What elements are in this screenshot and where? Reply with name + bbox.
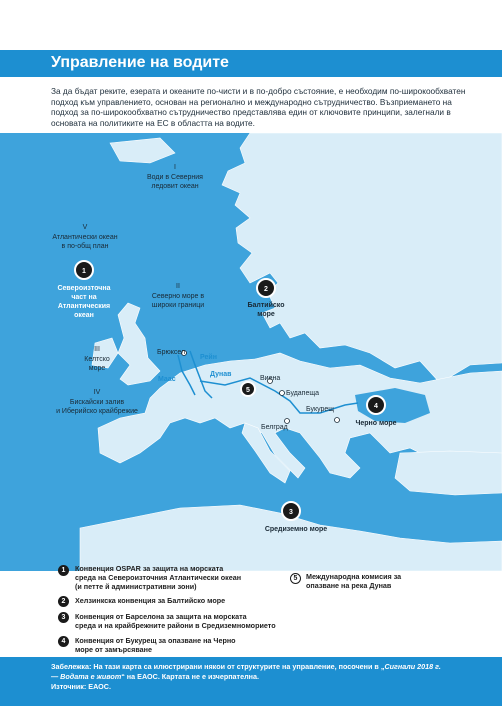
region-label: море bbox=[88, 365, 106, 372]
marker-label: част на bbox=[71, 294, 97, 301]
footer bbox=[0, 657, 502, 706]
city-dot bbox=[285, 419, 290, 424]
legend-text: среда на Североизточния Атлантически океан bbox=[75, 573, 242, 582]
region-roman: V bbox=[82, 224, 88, 231]
footer-source: Източник: ЕАОС. bbox=[51, 682, 111, 691]
marker-number: 2 bbox=[264, 286, 268, 293]
legend-number: 2 bbox=[58, 596, 69, 607]
legend-item-helsinki bbox=[75, 596, 295, 605]
river-label: Рейн bbox=[200, 354, 217, 361]
legend-number: 3 bbox=[58, 612, 69, 623]
legend-item-barcelona bbox=[75, 612, 315, 630]
marker-label: Балтийско bbox=[247, 302, 285, 309]
page-title: Управление на водите bbox=[51, 54, 229, 71]
river-label: Маас bbox=[158, 376, 176, 383]
legend-item-danube bbox=[306, 572, 466, 590]
region-label: и Иберийско крайбрежие bbox=[56, 408, 138, 415]
legend-text: опазване на река Дунав bbox=[306, 581, 392, 590]
region-label: Атлантически океан bbox=[52, 234, 118, 241]
marker-label: Атлантическия bbox=[57, 303, 111, 310]
region-roman: I bbox=[174, 164, 176, 171]
city-dot bbox=[280, 391, 285, 396]
region-label: широки граници bbox=[151, 302, 205, 309]
legend-number: 1 bbox=[58, 565, 69, 576]
legend-item-bucharest bbox=[75, 636, 295, 654]
legend-text: (и петте й административни зони) bbox=[75, 582, 197, 591]
city-label: Виена bbox=[260, 375, 281, 382]
legend-text: Конвенция OSPAR за защита на морската bbox=[75, 564, 224, 573]
legend-text: Международна комисия за bbox=[306, 572, 402, 581]
legend-text: Конвенция от Барселона за защита на морската bbox=[75, 612, 247, 621]
footer-note-line2: — Водата е живот“ на ЕАОС. Картата не е изчерпателна. bbox=[51, 672, 259, 681]
marker-label: Черно море bbox=[355, 420, 397, 427]
intro-text: За да бъдат реките, езерата и океаните по-чисти и в по-добро състояние, е необходим по-широкообхватен подход към управлението, основан на регионално и международно сътрудничество. Възприемането на подход за по-широкообхватно сътрудничество представлява един от ключовите принципи, залегнали в основата на политиките на ЕС в областта на водите. bbox=[51, 86, 466, 128]
marker-number: 1 bbox=[82, 268, 86, 275]
region-roman: II bbox=[176, 283, 180, 290]
europe-map bbox=[0, 133, 502, 571]
region-label: ледовит океан bbox=[151, 183, 199, 190]
legend-number: 4 bbox=[58, 636, 69, 647]
legend-text: Конвенция от Букурещ за опазване на Черно bbox=[75, 636, 236, 645]
region-roman: IV bbox=[93, 389, 101, 396]
river-label: Дунав bbox=[210, 371, 232, 378]
region-label: Северно море в bbox=[151, 293, 205, 300]
region-label: в по-общ план bbox=[61, 243, 109, 250]
region-label: Келтско bbox=[84, 356, 110, 363]
legend-text: среда и на крайбрежните райони в Средиземноморието bbox=[75, 621, 276, 630]
city-label: Белград bbox=[261, 424, 288, 431]
title-bar bbox=[0, 50, 502, 77]
legend-text: Хелзинкска конвенция за Балтийско море bbox=[75, 596, 226, 605]
legend-item-ospar bbox=[75, 564, 295, 591]
legend-text: море от замърсяване bbox=[75, 645, 152, 654]
city-label: Букурещ bbox=[306, 406, 335, 413]
legend-number: 5 bbox=[290, 573, 301, 584]
marker-5 bbox=[241, 382, 255, 396]
footer-note-line1: Забележка: На тази карта са илюстрирани някои от структурите на управление, посочени в „Сигнали 2018 г. bbox=[51, 662, 441, 671]
marker-label: море bbox=[257, 311, 275, 318]
region-label: Бискайски залив bbox=[69, 399, 125, 406]
city-label: Будапеща bbox=[286, 390, 320, 397]
marker-label: Средиземно море bbox=[264, 526, 328, 533]
marker-label: Североизточна bbox=[57, 285, 111, 292]
marker-number: 4 bbox=[374, 403, 378, 410]
region-label: Води в Северния bbox=[147, 174, 203, 181]
region-roman: III bbox=[94, 346, 100, 353]
city-dot bbox=[335, 418, 340, 423]
city-label: Брюксел bbox=[157, 349, 186, 356]
marker-number: 3 bbox=[289, 509, 293, 516]
marker-label: океан bbox=[74, 312, 94, 319]
marker-number: 5 bbox=[246, 387, 250, 394]
